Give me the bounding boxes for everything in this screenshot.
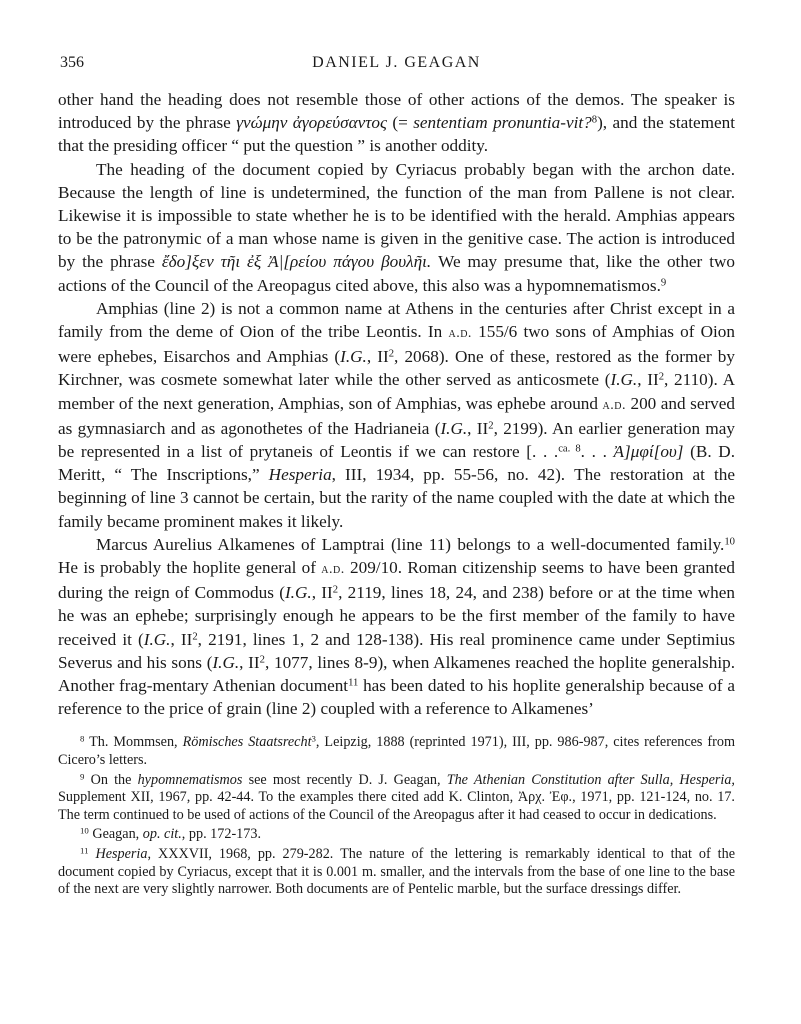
footnote-10: $^{10}$ Geagan, op. cit., pp. 172-173. (80, 826, 261, 843)
page (58, 48, 735, 899)
footnote-ref-11[interactable]: 11 (348, 677, 359, 689)
footnote-ref-9[interactable]: 9 (660, 277, 667, 289)
footnote-ref-8[interactable]: 8 (591, 114, 598, 126)
paragraph-4: Marcus Aurelius Alkamenes of Lamptrai (line 11) belongs to a well-documented family.$^{10}$ He is probably the hoplite general of a.d. 209/10. Roman citizenship seems to have been granted during the reign of Commodus (I.G., $II^2$, 2119, lines 18, 24, and 238) before or at the time when he was an ephebe; surprisingly enough he appears to be the first member of the family to have received it (I.G., $II^2$, 2191, lines 1, 2 and 128-138). His real prominence came under Septimius Severus and his sons (I.G., $II^2$, 1077, lines 8-9), when Alkamenes reached the hoplite generalship. Another frag-mentary Athenian document$^{11}$ has been dated to his hoplite generalship because of a reference to the price of grain (line 2) coupled with a reference to Alkamenes’ (58, 534, 736, 719)
paragraph-2: The heading of the document copied by Cyriacus probably began with the archon date. Because the length of line is undetermined, the function of the man from Pallene is not clear. Likewise it is impossible to state whether he is to be identified with the herald. Amphias appears to be the patronymic of a man whose name is given in the genitive case. The action is introduced by the phrase ἔδο]ξεν τῆι ἐξ Ἀ|[ρείου πάγου βουλῆι. We may presume that, like the other two actions of the Council of the Areopagus cited above, this also was a hypomnematismos.$^9$ (58, 159, 735, 295)
paragraph-3: Amphias (line 2) is not a common name at Athens in the centuries after Christ except in a family from the deme of Oion of the tribe Leontis. In a.d. 155/6 two sons of Amphias of Oion were ephebes, Eisarchos and Amphias (I.G., $II^2$, 2068). One of these, restored as the former by Kirchner, was cosmete somewhat later while the other served as anticosmete (I.G., $II^2$, 2110). A member of the next generation, Amphias, son of Amphias, was ephebe around a.d. 200 and served as gymnasiarch and as agonothetes of the Hadrianeia (I.G., $II^2$, 2199). An earlier generation may be represented in a list of prytaneis of Leontis if we can restore [. . .$^{ca. 8}$. . . Ἀ]μφί[ου] (B. D. Meritt, “ The Inscriptions,” Hesperia, III, 1934, pp. 55-56, no. 42). The restoration at the beginning of line 3 cannot be certain, but the rarity of the name coupled with the date at which the family became prominent makes it likely. (58, 298, 735, 531)
footnote-8: $^8$ Th. Mommsen, Römisches Staatsrecht$^3$, Leipzig, 1888 (reprinted 1971), III, pp. 986-987, cites references from Cicero’s letters. (58, 734, 735, 769)
footnote-9: $^9$ On the hypomnematismos see most recently D. J. Geagan, The Athenian Constitution after Sulla, Hesperia, Supplement XII, 1967, pp. 42-44. To the examples there cited add K. Clinton, Ἀρχ. Ἐφ., 1971, pp. 121-124, no. 17. The term continued to be used of actions of the Council of the Areopagus after it had ceased to occur in dedications. (58, 771, 735, 823)
paragraph-1: other hand the heading does not resemble those of other actions of the demos. The speaker is introduced by the phrase γνώμην ἀγορεύσαντος (= sententiam pronuntia-vit?$^8$), and the statement that the presiding officer “ put the question ” is another oddity. (58, 90, 736, 156)
running-head: DANIEL J. GEAGAN (312, 54, 481, 71)
footnotes (58, 734, 735, 898)
footnote-11: $^{11}$ Hesperia, XXXVII, 1968, pp. 279-282. The nature of the lettering is remarkably identical to that of the document copied by Cyriacus, except that it is 0.001 m. smaller, and the intervals from the base of one line to the base of the next are very slightly narrower. Both documents are of Pentelic marble, but the surface dressings differ. (58, 845, 735, 898)
page-header (58, 48, 735, 80)
body-text (58, 88, 735, 720)
footnote-ref-10[interactable]: 10 (724, 536, 735, 548)
page-number: 356 (60, 54, 84, 71)
